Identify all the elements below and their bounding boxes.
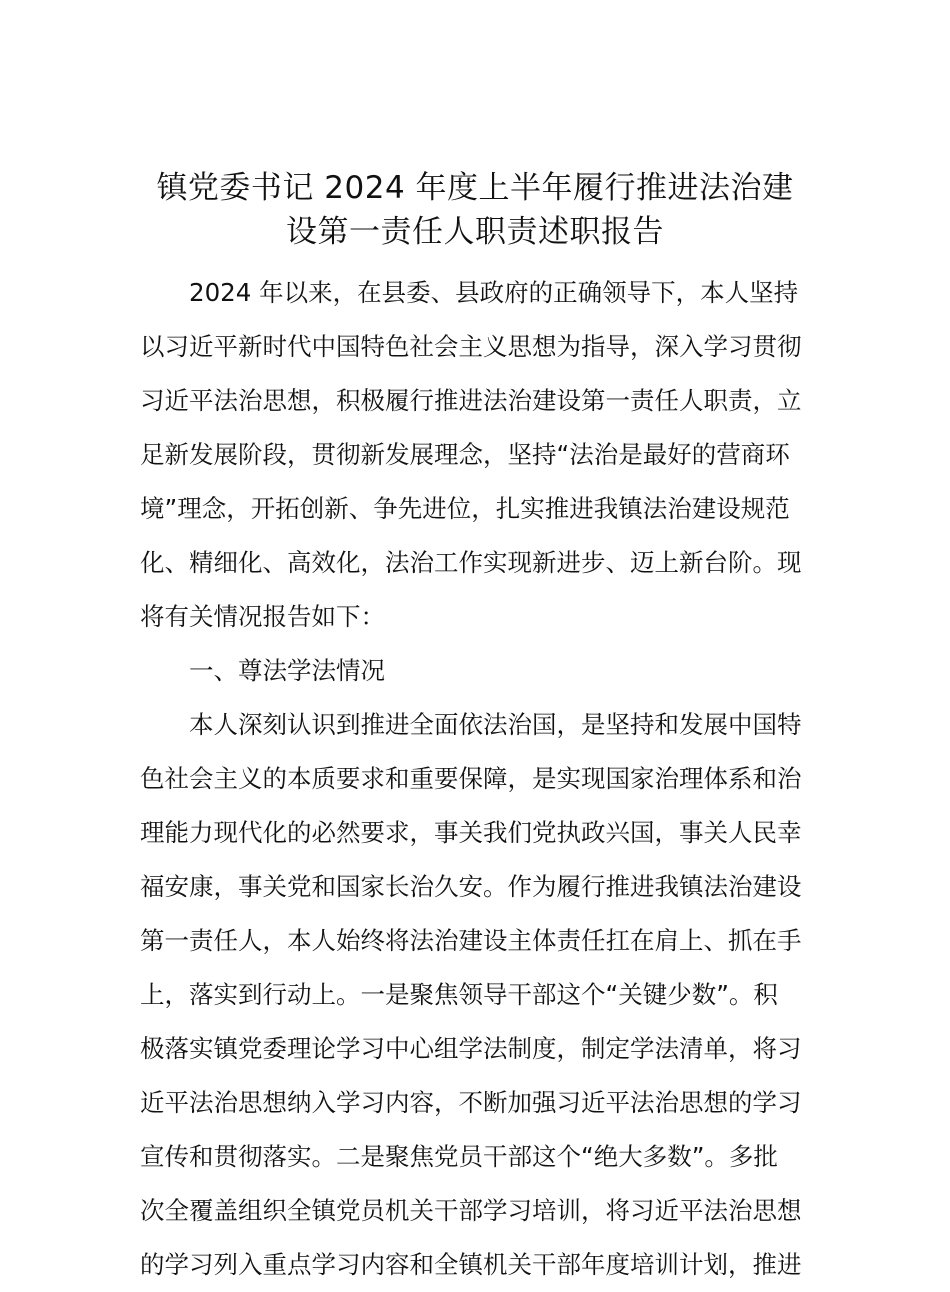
paragraph-line: 本人深刻认识到推进全面依法治国，是坚持和发展中国特 <box>189 710 802 739</box>
document-title-line-2: 设第一责任人职责述职报告 <box>286 214 664 250</box>
paragraph-line: 习近平法治思想，积极履行推进法治建设第一责任人职责，立 <box>140 386 802 415</box>
paragraph-line: 将有关情况报告如下： <box>140 602 385 631</box>
paragraph-line: 极落实镇党委理论学习中心组学法制度，制定学法清单，将习 <box>140 1034 802 1063</box>
document-body <box>140 266 810 1292</box>
paragraph-line: 化、精细化、高效化，法治工作实现新进步、迈上新台阶。现 <box>140 548 802 577</box>
paragraph-line: 以习近平新时代中国特色社会主义思想为指导，深入学习贯彻 <box>140 332 802 361</box>
paragraph-line: 近平法治思想纳入学习内容，不断加强习近平法治思想的学习 <box>140 1088 802 1117</box>
section-heading: 一、尊法学法情况 <box>189 656 385 685</box>
paragraph-line: 上，落实到行动上。一是聚焦领导干部这个“关键少数”。积 <box>140 980 778 1009</box>
paragraph-line: 境”理念，开拓创新、争先进位，扎实推进我镇法治建设规范 <box>140 494 790 523</box>
paragraph-line: 的学习列入重点学习内容和全镇机关干部年度培训计划，推进 <box>140 1250 802 1279</box>
paragraph-line: 2024 年以来，在县委、县政府的正确领导下，本人坚持 <box>189 278 799 307</box>
paragraph-line: 足新发展阶段，贯彻新发展理念，坚持“法治是最好的营商环 <box>140 440 790 469</box>
document-title-line-1: 镇党委书记 2024 年度上半年履行推进法治建 <box>156 170 794 206</box>
paragraph-line: 福安康，事关党和国家长治久安。作为履行推进我镇法治建设 <box>140 872 802 901</box>
paragraph-line: 理能力现代化的必然要求，事关我们党执政兴国，事关人民幸 <box>140 818 802 847</box>
paragraph-line: 第一责任人，本人始终将法治建设主体责任扛在肩上、抓在手 <box>140 926 802 955</box>
paragraph-line: 宣传和贯彻落实。二是聚焦党员干部这个“绝大多数”。多批 <box>140 1142 778 1171</box>
paragraph-line: 色社会主义的本质要求和重要保障，是实现国家治理体系和治 <box>140 764 802 793</box>
paragraph-line: 次全覆盖组织全镇党员机关干部学习培训，将习近平法治思想 <box>140 1196 802 1225</box>
